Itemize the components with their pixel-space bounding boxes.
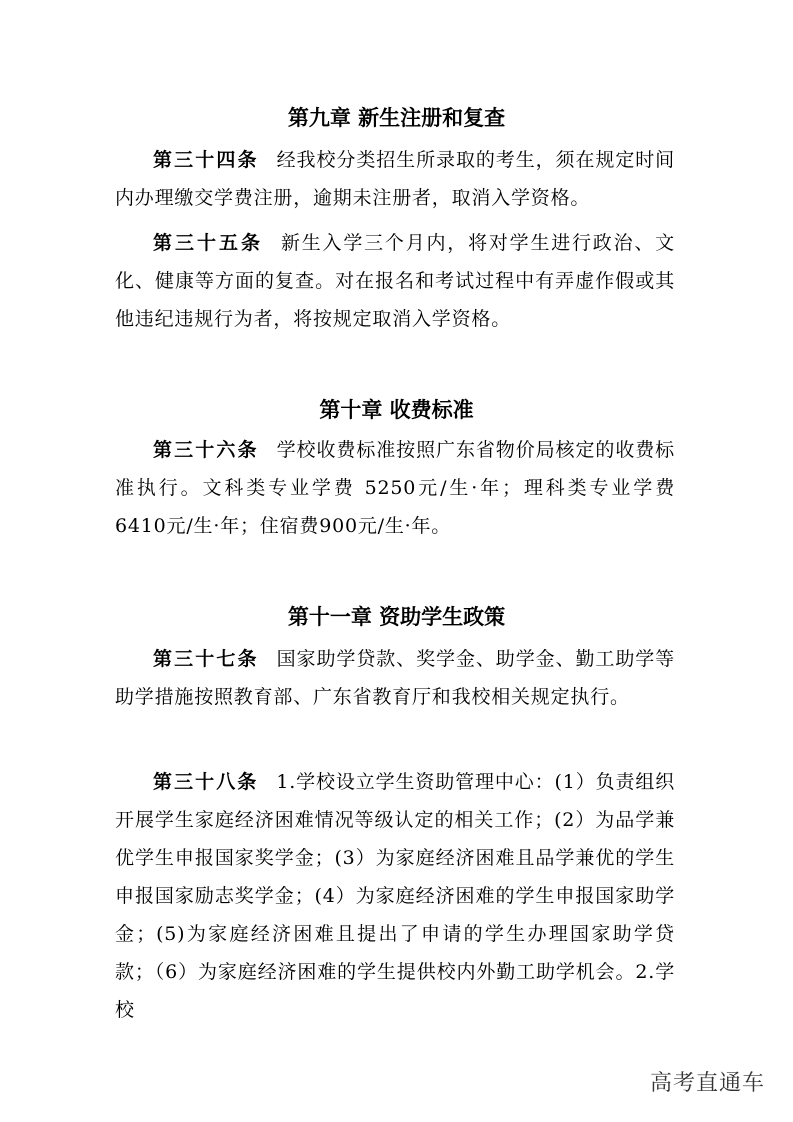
- chapter-title: 第十章 收费标准: [319, 398, 474, 422]
- article-number: 第三十六条: [153, 439, 259, 461]
- article-text: 新生入学三个月内，将对学生进行政治、文化、健康等方面的复查。对在报名和考试过程中有弄虚作假或其他违纪违规行为者，将按规定取消入学资格。: [115, 232, 675, 330]
- article-number: 第三十七条: [153, 648, 259, 670]
- watermark: 高考直通车: [649, 1071, 765, 1096]
- article-35: [115, 224, 675, 338]
- article-text: 国家助学贷款、奖学金、助学金、勤工助学等助学措施按照教育部、广东省教育厅和我校相关规定执行。: [115, 648, 675, 708]
- article-36: [115, 431, 675, 545]
- article-text: 经我校分类招生所录取的考生，须在规定时间内办理缴交学费注册，逾期未注册者，取消入学资格。: [115, 149, 675, 209]
- article-37: [115, 640, 675, 716]
- article-number: 第三十四条: [153, 149, 259, 171]
- chapter-title: 第九章 新生注册和复查: [287, 106, 506, 130]
- article-text: 1.学校设立学生资助管理中心：(1）负责组织开展学生家庭经济困难情况等级认定的相关工作；(2）为品学兼优学生申报国家奖学金；(3）为家庭经济困难且品学兼优的学生申报国家励志奖学金；(4）为家庭经济困难的学生申报国家助学金；(5)为家庭经济困难且提出了申请的学生办理国家助学贷款；（6）为家庭经济困难的学生提供校内外勤工助学机会。2.学校: [115, 771, 675, 1021]
- article-number: 第三十五条: [153, 232, 263, 254]
- article-number: 第三十八条: [153, 771, 259, 793]
- article-text: 学校收费标准按照广东省物价局核定的收费标准执行。文科类专业学费 5250元/生·年；理科类专业学费 6410元/生·年；住宿费900元/生·年。: [115, 439, 675, 537]
- article-34: [115, 141, 675, 217]
- article-38: [115, 763, 675, 1029]
- chapter-title: 第十一章 资助学生政策: [287, 605, 506, 629]
